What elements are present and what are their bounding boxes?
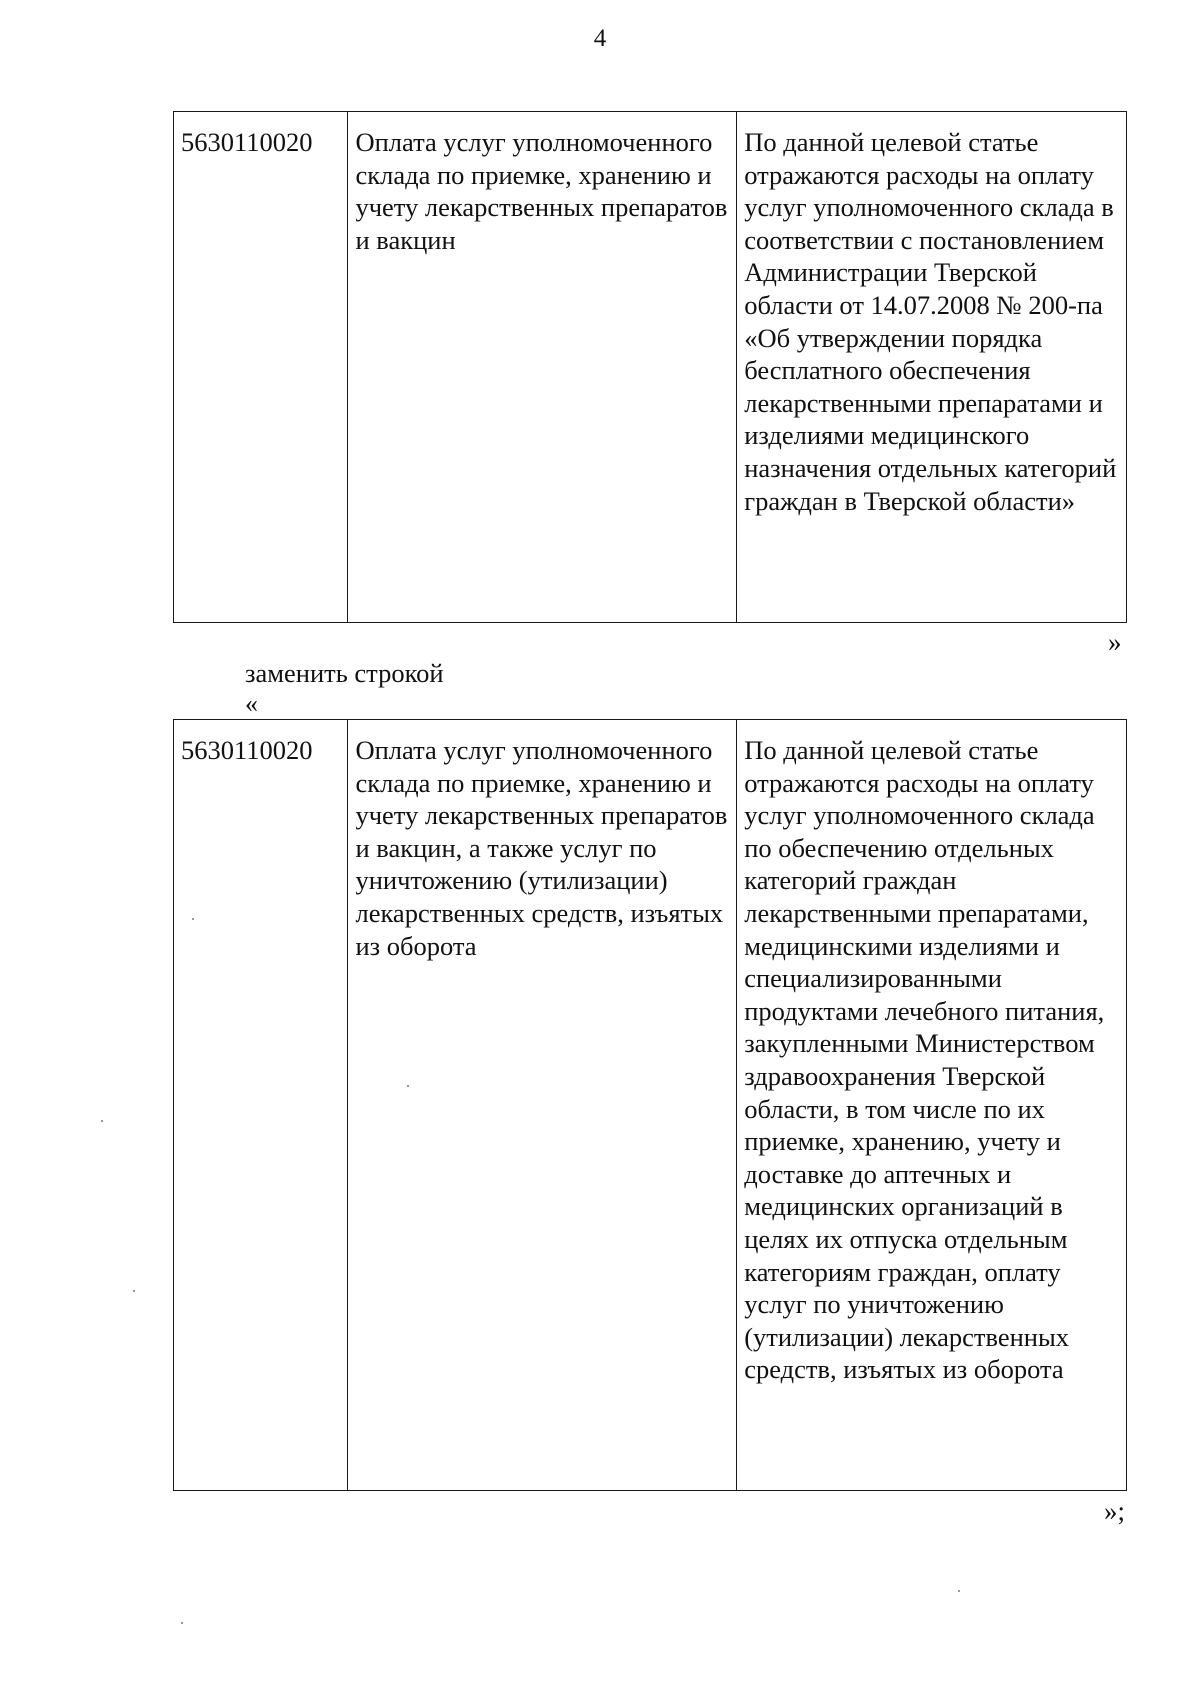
table-row xyxy=(174,112,1127,623)
expense-name-cell: Оплата услуг уполномоченного склада по приемке, хранению и учету лекарственных препаратов и вакцин xyxy=(348,112,737,623)
closing-quote: » xyxy=(1108,627,1122,657)
scan-speck xyxy=(133,1290,135,1292)
expense-description-cell: По данной целевой статье отражаются расходы на оплату услуг уполномоченного склада по обеспечению отдельных категорий граждан лекарственными препаратами, медицинскими изделиями и специализированными продуктами лечебного питания, закупленными Министерством здравоохранения Тверской области, в том числе по их приемке, хранению, учету и доставке до аптечных и медицинских организаций в целях их отпуска отдельным категориям граждан, оплату услуг по уничтожению (утилизации) лекарственных средств, изъятых из оборота xyxy=(737,720,1127,1491)
page-number: 4 xyxy=(593,25,607,52)
replacement-row-table xyxy=(173,719,1127,1491)
table-row xyxy=(174,720,1127,1491)
scan-speck xyxy=(181,1622,183,1624)
scan-speck xyxy=(192,918,194,920)
expense-description-cell: По данной целевой статье отражаются расходы на оплату услуг уполномоченного склада в соответствии с постановлением Администрации Тверской области от 14.07.2008 № 200-па «Об утверждении порядка бесплатного обеспечения лекарственными препаратами и изделиями медицинского назначения отдельных категорий граждан в Тверской области» xyxy=(737,112,1127,623)
scan-speck xyxy=(958,1590,960,1592)
opening-quote: « xyxy=(245,689,258,718)
expense-name-cell: Оплата услуг уполномоченного склада по приемке, хранению и учету лекарственных препаратов и вакцин, а также услуг по уничтожению (утилизации) лекарственных средств, изъятых из оборота xyxy=(348,720,737,1491)
original-row-table xyxy=(173,111,1127,623)
scan-speck xyxy=(407,1085,409,1087)
replace-instruction: заменить строкой xyxy=(245,658,444,688)
budget-code-cell: 5630110020 xyxy=(174,112,348,623)
scan-speck xyxy=(101,1120,103,1122)
budget-code-cell: 5630110020 xyxy=(174,720,348,1491)
closing-quote-semicolon: »; xyxy=(1104,1496,1126,1526)
